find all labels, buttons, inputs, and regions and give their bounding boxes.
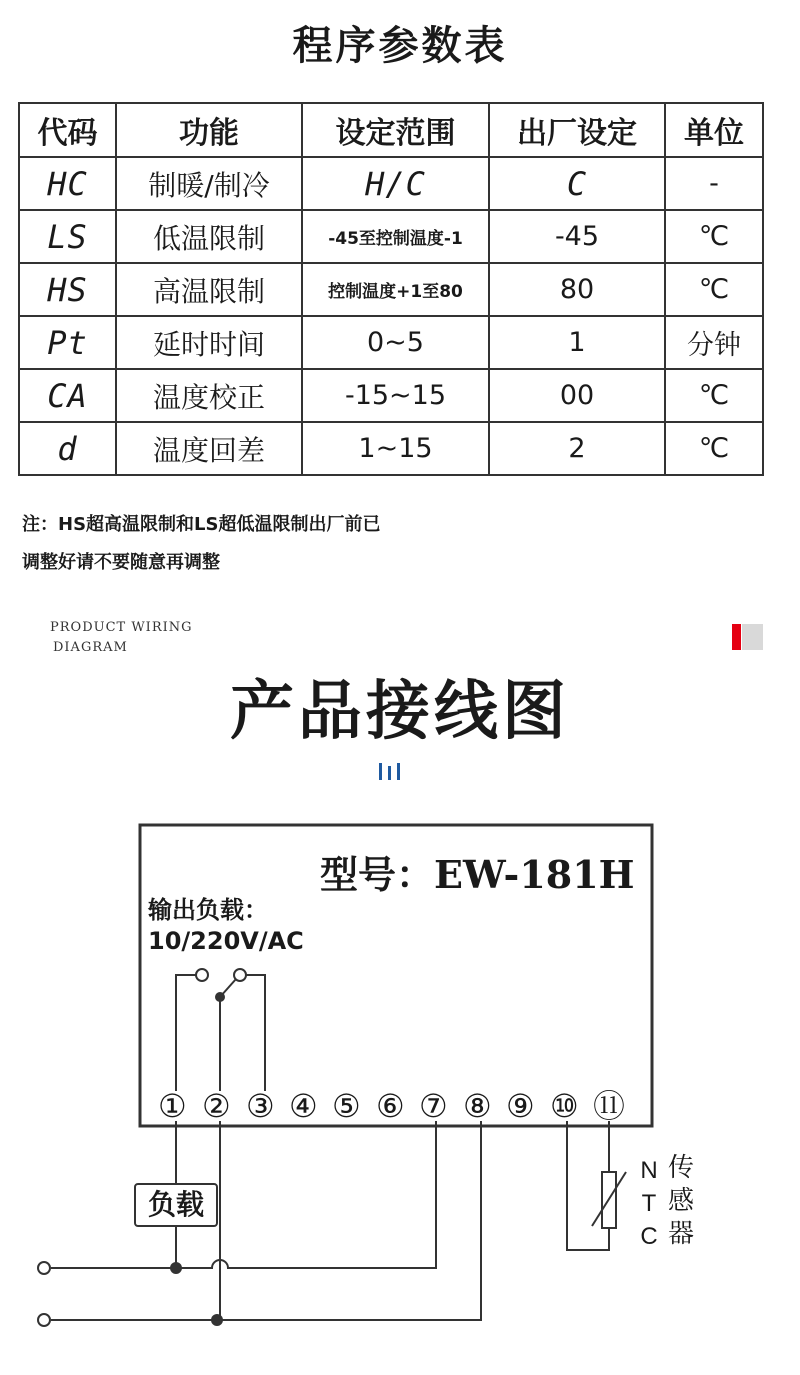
header-function: 功能 [116, 103, 302, 157]
row-code: LS [19, 210, 116, 263]
row-range: -15~15 [302, 369, 489, 422]
terminal-6: ⑥ [376, 1087, 405, 1125]
row-function: 制暖/制冷 [116, 157, 302, 210]
row-function: 温度校正 [116, 369, 302, 422]
row-function: 延时时间 [116, 316, 302, 369]
terminal-8: ⑧ [463, 1087, 492, 1125]
neutral-wire [51, 1121, 481, 1320]
header-unit: 单位 [665, 103, 763, 157]
terminal-4: ④ [289, 1087, 318, 1125]
terminal-1: ① [158, 1087, 187, 1125]
model-number: 型号：EW-181H [320, 852, 635, 897]
table-title: 程序参数表 [292, 23, 508, 69]
row-code: CA [19, 369, 116, 422]
sensor-label [666, 1152, 696, 1251]
row-range: 控制温度+1至80 [302, 263, 489, 316]
power-terminal-live [38, 1262, 50, 1274]
row-unit: ℃ [665, 210, 763, 263]
terminal-2: ② [202, 1087, 231, 1125]
terminal-10: ⑩ [550, 1087, 579, 1125]
row-function: 低温限制 [116, 210, 302, 263]
header-code: 代码 [19, 103, 116, 157]
output-load-line-2: 10/220V/AC [148, 927, 304, 955]
row-range: -45至控制温度-1 [302, 210, 489, 263]
ntc-letter-c: C [640, 1223, 658, 1250]
wiring-title: 产品接线图 [230, 675, 570, 749]
output-load-line-1: 输出负载： [148, 896, 268, 924]
english-title-line-2: DIAGRAM [53, 640, 128, 655]
sensor-char-3: 器 [667, 1219, 694, 1249]
relay-wire-3 [246, 975, 265, 1091]
row-code: HS [19, 263, 116, 316]
note-line-1: 注：HS超高温限制和LS超低温限制出厂前已 [22, 514, 381, 535]
ntc-letters [636, 1154, 662, 1253]
row-unit: 分钟 [665, 316, 763, 369]
row-default: 00 [489, 369, 665, 422]
terminal-5: ⑤ [332, 1087, 361, 1125]
row-range: 0~5 [302, 316, 489, 369]
terminal-11: ⑪ [593, 1087, 626, 1125]
row-default: 2 [489, 422, 665, 475]
row-code: Pt [19, 316, 116, 369]
row-function: 高温限制 [116, 263, 302, 316]
header-default: 出厂设定 [489, 103, 665, 157]
relay-contact-nc [196, 969, 208, 981]
row-default: 1 [489, 316, 665, 369]
sensor-char-1: 传 [667, 1153, 694, 1183]
row-default: -45 [489, 210, 665, 263]
output-load-label [148, 895, 304, 957]
relay-pivot-dot [215, 992, 225, 1002]
power-terminal-neutral [38, 1314, 50, 1326]
load-box: 负载 [134, 1183, 218, 1227]
row-unit: - [665, 157, 763, 210]
row-unit: ℃ [665, 422, 763, 475]
row-range: H/C [302, 157, 489, 210]
relay-wire-1 [176, 975, 196, 1091]
row-function: 温度回差 [116, 422, 302, 475]
sensor-char-2: 感 [667, 1186, 694, 1216]
terminal-7: ⑦ [419, 1087, 448, 1125]
junction-dot-live [170, 1262, 182, 1274]
row-unit: ℃ [665, 263, 763, 316]
row-range: 1~15 [302, 422, 489, 475]
live-wire [51, 1121, 436, 1268]
row-unit: ℃ [665, 369, 763, 422]
row-code: HC [19, 157, 116, 210]
ntc-letter-n: N [640, 1157, 658, 1184]
terminal-3: ③ [246, 1087, 275, 1125]
junction-dot-neutral [211, 1314, 223, 1326]
row-default: C [489, 157, 665, 210]
row-default: 80 [489, 263, 665, 316]
terminal-9: ⑨ [506, 1087, 535, 1125]
ntc-letter-t: T [641, 1190, 657, 1217]
terminal-strip [158, 1086, 642, 1126]
row-code: d [19, 422, 116, 475]
header-range: 设定范围 [302, 103, 489, 157]
note-line-2: 调整好请不要随意再调整 [22, 552, 220, 573]
english-title-line-1: PRODUCT WIRING [50, 620, 193, 635]
